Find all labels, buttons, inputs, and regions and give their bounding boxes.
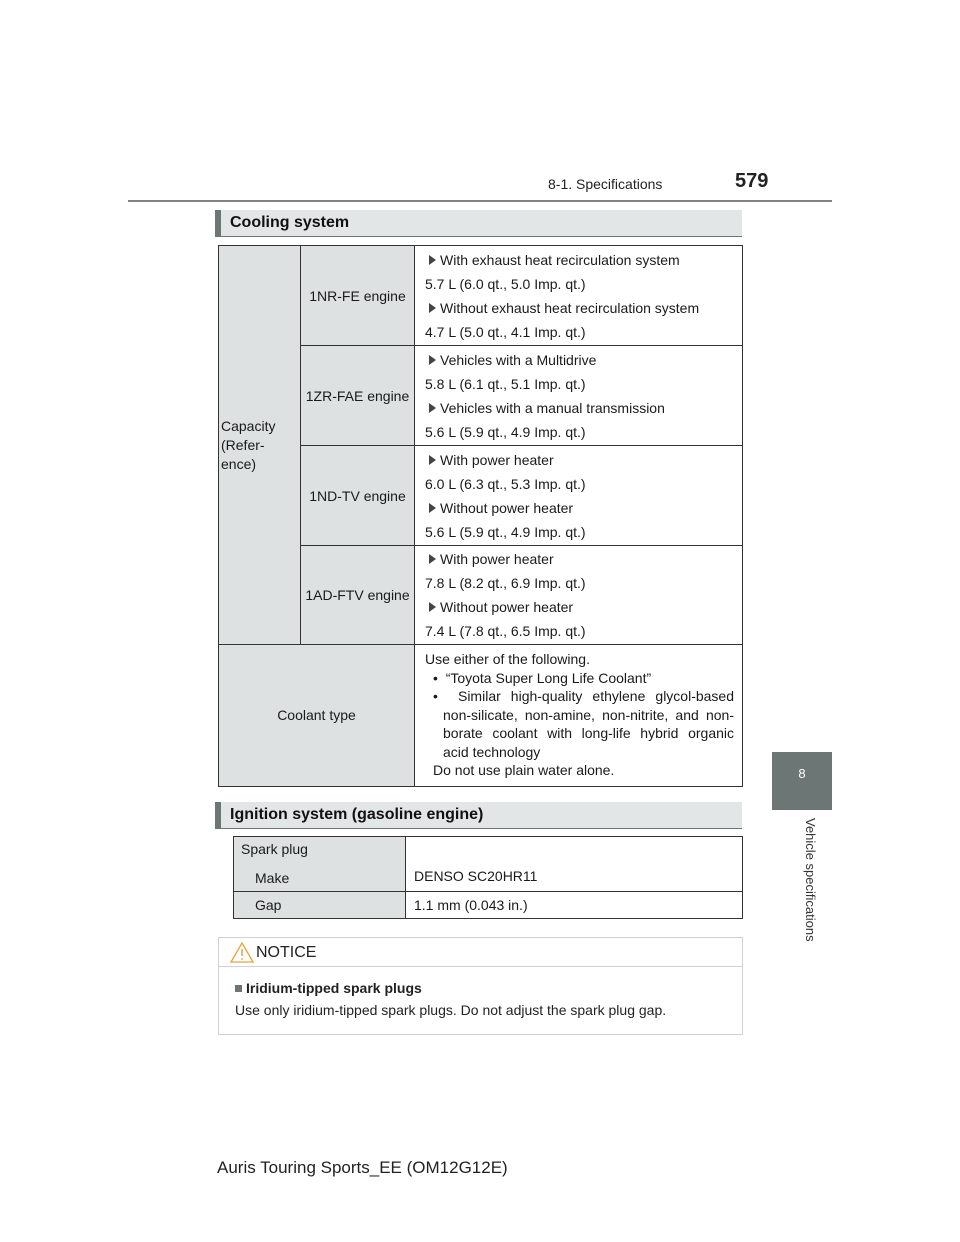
chapter-number: 8 (798, 766, 806, 781)
square-bullet-icon (235, 985, 242, 992)
engine-name: 1NR-FE engine (301, 246, 415, 346)
capacity-condition: Without power heater (425, 496, 734, 520)
ignition-table (233, 836, 743, 919)
capacity-condition: Without exhaust heat recirculation system (425, 296, 734, 320)
arrow-bullet-icon (429, 355, 436, 365)
chapter-label: Vehicle specifications (803, 818, 818, 942)
section-title: 8-1. Specifications (548, 176, 663, 192)
arrow-bullet-icon (429, 303, 436, 313)
footer-text: Auris Touring Sports_EE (OM12G12E) (217, 1158, 508, 1177)
coolant-type-label: Coolant type (219, 645, 415, 787)
gap-value: 1.1 mm (0.043 in.) (406, 892, 743, 919)
capacity-condition: With power heater (425, 448, 734, 472)
arrow-bullet-icon (429, 554, 436, 564)
capacity-condition: With exhaust heat recirculation system (425, 248, 734, 272)
ignition-system-heading: Ignition system (gasoline engine) (215, 802, 742, 828)
capacity-value: 7.4 L (7.8 qt., 6.5 Imp. qt.) (425, 623, 586, 639)
coolant-option: • “Toyota Super Long Life Coolant” (433, 669, 652, 686)
capacity-value: 6.0 L (6.3 qt., 5.3 Imp. qt.) (425, 475, 586, 492)
engine-capacity (415, 446, 743, 546)
engine-capacity (415, 246, 743, 346)
capacity-value: 5.6 L (5.9 qt., 4.9 Imp. qt.) (425, 523, 586, 540)
arrow-bullet-icon (429, 503, 436, 513)
notice-box (218, 937, 743, 1035)
capacity-condition: With power heater (425, 547, 734, 571)
capacity-value: 4.7 L (5.0 qt., 4.1 Imp. qt.) (425, 323, 586, 340)
cooling-table (218, 245, 743, 787)
coolant-note: Do not use plain water alone. (433, 762, 615, 778)
capacity-label: Capacity (Refer- ence) (219, 246, 301, 645)
chapter-tab (772, 752, 832, 810)
warning-icon (230, 942, 254, 963)
page-number: 579 (735, 170, 769, 192)
engine-name: 1ND-TV engine (301, 446, 415, 546)
engine-capacity (415, 546, 743, 645)
capacity-condition: Vehicles with a Multidrive (425, 348, 734, 372)
coolant-type-value (415, 645, 743, 787)
notice-subtitle: Iridium-tipped spark plugs (235, 980, 422, 996)
capacity-condition: Vehicles with a manual transmission (425, 396, 734, 420)
capacity-value: 5.6 L (5.9 qt., 4.9 Imp. qt.) (425, 423, 586, 440)
notice-title: NOTICE (256, 944, 317, 961)
arrow-bullet-icon (429, 455, 436, 465)
notice-body: Use only iridium-tipped spark plugs. Do not adjust the spark plug gap. (235, 1002, 667, 1018)
capacity-value: 5.8 L (6.1 qt., 5.1 Imp. qt.) (425, 375, 586, 392)
heading-underline (215, 828, 742, 829)
gap-label: Gap (234, 892, 406, 919)
arrow-bullet-icon (429, 255, 436, 265)
coolant-option: • Similar high-quality ethylene glycol-based non-silicate, non-amine, non-nitrite, and non-borate coolant with long-life hybrid organic acid technology (433, 688, 735, 760)
notice-header (219, 938, 742, 967)
capacity-value: 7.8 L (8.2 qt., 6.9 Imp. qt.) (425, 575, 586, 591)
capacity-value: 5.7 L (6.0 qt., 5.0 Imp. qt.) (425, 275, 586, 292)
engine-name: 1ZR-FAE engine (301, 346, 415, 446)
arrow-bullet-icon (429, 403, 436, 413)
engine-capacity (415, 346, 743, 446)
header-rule (128, 200, 832, 202)
make-label: Make (255, 870, 290, 886)
make-value: DENSO SC20HR11 (406, 837, 743, 892)
coolant-intro: Use either of the following. (425, 651, 590, 667)
cooling-system-heading: Cooling system (215, 210, 742, 236)
spark-plug-label: Spark plug Make (234, 837, 406, 892)
heading-underline (215, 236, 742, 237)
arrow-bullet-icon (429, 602, 436, 612)
engine-name: 1AD-FTV engine (301, 546, 415, 645)
capacity-condition: Without power heater (425, 595, 734, 619)
